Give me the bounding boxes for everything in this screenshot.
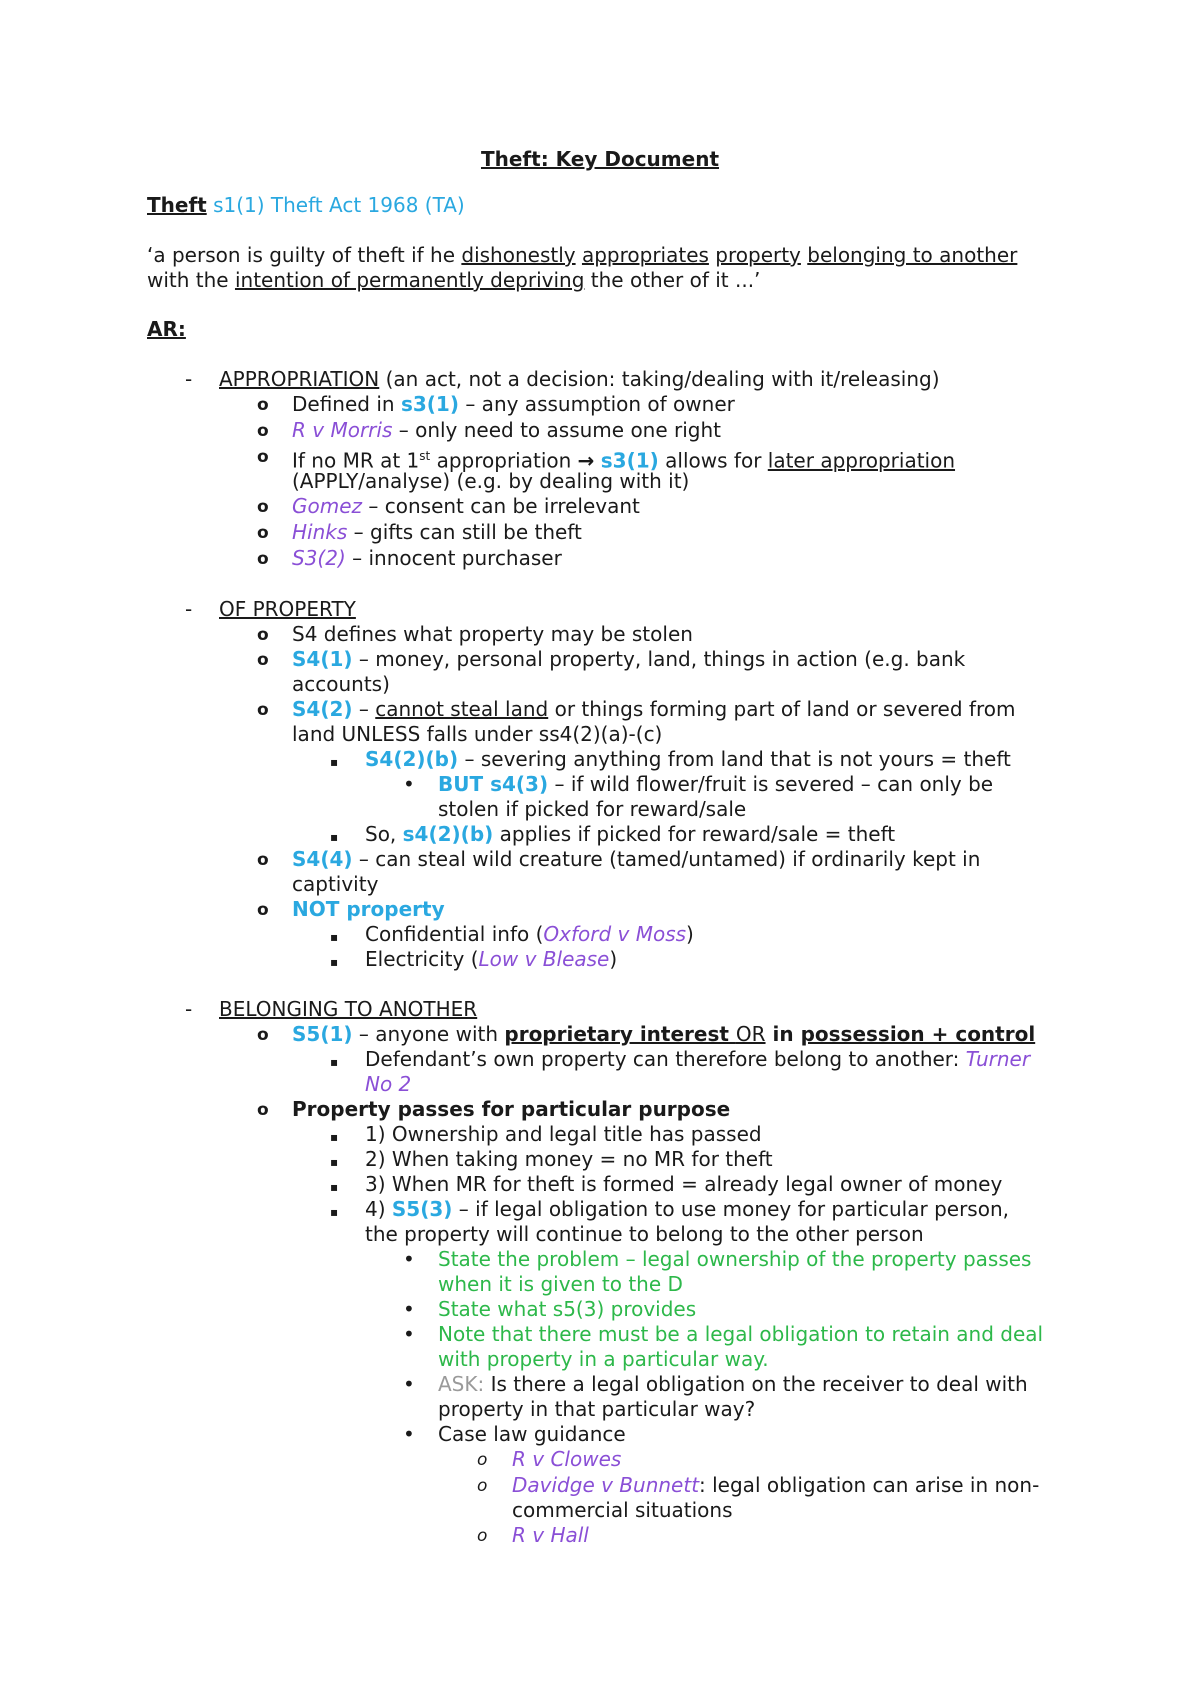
square-bullet: ▪ <box>330 830 339 844</box>
property-not-2: Electricity (Low v Blease) <box>365 947 618 971</box>
belonging-item-1: S5(1) – anyone with proprietary interest OR in possession + control <box>292 1022 1036 1046</box>
appropriation-item-3-cont: (APPLY/analyse) (e.g. by dealing with it) <box>292 469 690 493</box>
square-bullet: ▪ <box>330 1055 339 1069</box>
case-hall: R v Hall <box>512 1523 589 1547</box>
square-bullet: ▪ <box>330 1180 339 1194</box>
case-name: Turner <box>965 1047 1031 1071</box>
case-davidge: Davidge v Bunnett: legal obligation can arise in non- <box>512 1473 1040 1497</box>
case-davidge-cont: commercial situations <box>512 1498 733 1522</box>
square-bullet: ▪ <box>330 930 339 944</box>
property-item-1: S4 defines what property may be stolen <box>292 622 693 646</box>
property-item-3: S4(2) – cannot steal land or things forming part of land or severed from <box>292 697 1016 721</box>
o-bullet: o <box>257 447 269 467</box>
property-not-1: Confidential info (Oxford v Moss) <box>365 922 694 946</box>
square-bullet: ▪ <box>330 1130 339 1144</box>
o-bullet: o <box>257 700 269 720</box>
o-bullet: o <box>257 650 269 670</box>
o-bullet: o <box>477 1476 488 1496</box>
dash-bullet: - <box>185 997 193 1021</box>
purpose-point-4: 4) S5(3) – if legal obligation to use money for particular person, <box>365 1197 1009 1221</box>
belonging-item-2: Property passes for particular purpose <box>292 1097 731 1121</box>
guide-step-4-cont: property in that particular way? <box>438 1397 756 1421</box>
o-bullet: o <box>257 395 269 415</box>
o-bullet: o <box>257 421 269 441</box>
property-item-2-cont: accounts) <box>292 672 390 696</box>
case-name: R v Morris <box>292 418 393 442</box>
dot-bullet: • <box>403 1247 415 1271</box>
term-dishonestly: dishonestly <box>461 243 576 267</box>
dot-bullet: • <box>403 1297 415 1321</box>
term-appropriates: appropriates <box>581 243 709 267</box>
appropriation-item-2: R v Morris – only need to assume one right <box>292 418 722 442</box>
belonging-sub-1: Defendant’s own property can therefore belong to another: Turner <box>365 1047 1031 1071</box>
o-bullet: o <box>257 549 269 569</box>
property-subsub-1: BUT s4(3) – if wild flower/fruit is severed – can only be <box>438 772 994 796</box>
appropriation-item-1: Defined in s3(1) – any assumption of owner <box>292 392 735 416</box>
appropriation-item-3: If no MR at 1st appropriation → s3(1) allows for later appropriation <box>292 448 956 473</box>
guide-step-3: Note that there must be a legal obligation to retain and deal <box>438 1322 1044 1346</box>
appropriation-item-4: Gomez – consent can be irrelevant <box>292 494 640 518</box>
guide-step-3-cont: with property in a particular way. <box>438 1347 769 1371</box>
o-bullet: o <box>257 1025 269 1045</box>
square-bullet: ▪ <box>330 755 339 769</box>
theft-definition-heading <box>147 193 465 218</box>
guide-step-1-cont: when it is given to the D <box>438 1272 683 1296</box>
appropriation-heading: APPROPRIATION <box>219 367 380 391</box>
property-heading: OF PROPERTY <box>219 597 356 621</box>
square-bullet: ▪ <box>330 1155 339 1169</box>
dot-bullet: • <box>403 1372 415 1396</box>
property-item-4: S4(4) – can steal wild creature (tamed/untamed) if ordinarily kept in <box>292 847 981 871</box>
page-title: Theft: Key Document <box>480 147 720 171</box>
purpose-point-1: 1) Ownership and legal title has passed <box>365 1122 762 1146</box>
o-bullet: o <box>257 1100 269 1120</box>
o-bullet: o <box>257 523 269 543</box>
case-name: Hinks <box>292 520 348 544</box>
dash-bullet: - <box>185 597 193 621</box>
square-bullet: ▪ <box>330 955 339 969</box>
property-sub-1: S4(2)(b) – severing anything from land that is not yours = theft <box>365 747 1011 771</box>
o-bullet: o <box>257 850 269 870</box>
appropriation-heading-line: APPROPRIATION (an act, not a decision: taking/dealing with it/releasing) <box>219 367 940 391</box>
arrow-icon: → <box>577 448 595 473</box>
term-intention: intention of permanently depriving <box>234 268 585 292</box>
dot-bullet: • <box>403 772 415 796</box>
belonging-sub-1-cont: No 2 <box>365 1072 412 1096</box>
o-bullet: o <box>257 900 269 920</box>
property-item-3-cont: land UNLESS falls under ss4(2)(a)-(c) <box>292 722 663 746</box>
definition-quote-line-2: with the intention of permanently depriving the other of it ...’ <box>147 268 761 292</box>
square-bullet: ▪ <box>330 1205 339 1219</box>
property-item-4-cont: captivity <box>292 872 379 896</box>
o-bullet: o <box>477 1450 488 1470</box>
case-name: Low v Blease <box>478 947 610 971</box>
case-name: Oxford v Moss <box>543 922 687 946</box>
property-item-5: NOT property <box>292 897 445 921</box>
property-subsub-1-cont: stolen if picked for reward/sale <box>438 797 747 821</box>
ar-heading: AR: <box>147 317 186 341</box>
case-clowes: R v Clowes <box>512 1447 622 1471</box>
o-bullet: o <box>257 497 269 517</box>
term-belonging: belonging to another <box>807 243 1018 267</box>
property-sub-2: So, s4(2)(b) applies if picked for reward/sale = theft <box>365 822 896 846</box>
purpose-point-4-cont: the property will continue to belong to the other person <box>365 1222 924 1246</box>
o-bullet: o <box>477 1526 488 1546</box>
definition-quote-line-1: ‘a person is guilty of theft if he dishonestly appropriates property belonging to another <box>147 243 1018 267</box>
dot-bullet: • <box>403 1322 415 1346</box>
purpose-point-3: 3) When MR for theft is formed = already legal owner of money <box>365 1172 1003 1196</box>
statute-reference: s1(1) Theft Act 1968 (TA) <box>213 193 465 217</box>
appropriation-item-6: S3(2) – innocent purchaser <box>292 546 562 570</box>
dot-bullet: • <box>403 1422 415 1446</box>
guide-step-1: State the problem – legal ownership of the property passes <box>438 1247 1032 1271</box>
guide-step-2: State what s5(3) provides <box>438 1297 697 1321</box>
term-property: property <box>715 243 801 267</box>
belonging-heading: BELONGING TO ANOTHER <box>219 997 478 1021</box>
appropriation-item-5: Hinks – gifts can still be theft <box>292 520 582 544</box>
o-bullet: o <box>257 625 269 645</box>
purpose-point-2: 2) When taking money = no MR for theft <box>365 1147 773 1171</box>
property-item-2: S4(1) – money, personal property, land, things in action (e.g. bank <box>292 647 966 671</box>
case-name: Gomez <box>292 494 363 518</box>
theft-heading: Theft <box>147 193 207 217</box>
guide-step-5: Case law guidance <box>438 1422 626 1446</box>
dash-bullet: - <box>185 367 193 391</box>
guide-step-4: ASK: Is there a legal obligation on the receiver to deal with <box>438 1372 1028 1396</box>
